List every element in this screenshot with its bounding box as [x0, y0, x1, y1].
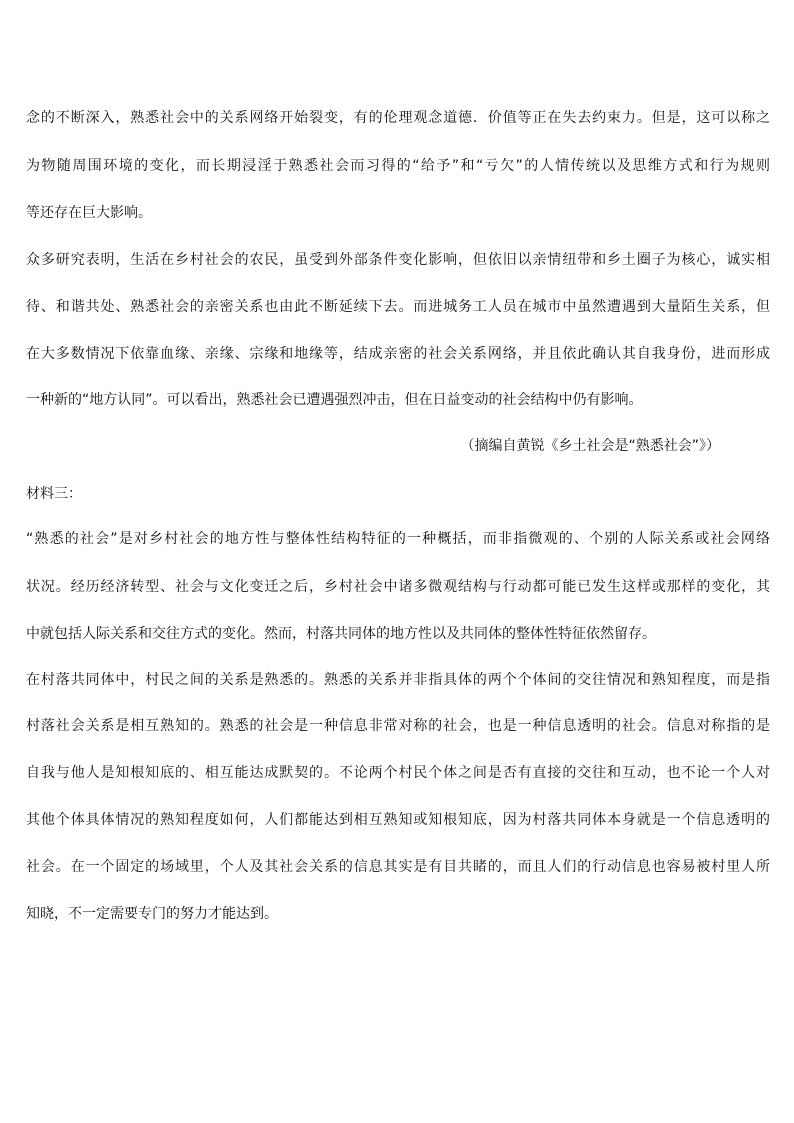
text-line-14: 村落社会关系是相互熟知的。熟悉的社会是一种信息非常对称的社会，也是一种信息透明的社会。信息对称指的是 [26, 718, 770, 734]
text-line-6: 在大多数情况下依靠血缘、亲缘、宗缘和地缘等，结成亲密的社会关系网络，并且依此确认其自我身份，进而形成 [26, 346, 770, 362]
source-citation: （摘编自黄锐《乡土社会是“熟悉社会”》） [460, 438, 720, 454]
text-line-11: 状况。经历经济转型、社会与文化变迁之后，乡村社会中诸多微观结构与行动都可能已发生这样或那样的变化，其 [26, 579, 770, 595]
text-line-17: 社会。在一个固定的场域里，个人及其社会关系的信息其实是有目共睹的，而且人们的行动信息也容易被村里人所 [26, 859, 770, 875]
text-line-2: 为物随周围环境的变化，而长期浸淫于熟悉社会而习得的“给予”和“亏欠”的人情传统以及思维方式和行为规则 [26, 158, 770, 174]
section-heading-material-three: 材料三： [26, 486, 82, 502]
text-line-13: 在村落共同体中，村民之间的关系是熟悉的。熟悉的关系并非指具体的两个个体间的交往情况和熟知程度，而是指 [26, 672, 770, 688]
text-line-16: 其他个体具体情况的熟知程度如何，人们都能达到相互熟知或知根知底，因为村落共同体本身就是一个信息透明的 [26, 812, 770, 828]
text-line-5: 待、和谐共处、熟悉社会的亲密关系也由此不断延续下去。而进城务工人员在城市中虽然遭遇到大量陌生关系，但 [26, 299, 770, 315]
text-line-4: 众多研究表明，生活在乡村社会的农民，虽受到外部条件变化影响，但依旧以亲情纽带和乡土圈子为核心，诚实相 [26, 252, 770, 268]
text-line-18: 知晓，不一定需要专门的努力才能达到。 [26, 906, 278, 922]
text-line-15: 自我与他人是知根知底的、相互能达成默契的。不论两个村民个体之间是否有直接的交往和互动，也不论一个人对 [26, 765, 770, 781]
text-line-7: 一种新的“地方认同”。可以看出，熟悉社会已遭遇强烈冲击，但在日益变动的社会结构中仍有影响。 [26, 392, 643, 408]
text-line-10: “熟悉的社会”是对乡村社会的地方性与整体性结构特征的一种概括，而非指微观的、个别的人际关系或社会网络 [26, 531, 770, 547]
text-line-3: 等还存在巨大影响。 [26, 205, 152, 221]
text-line-12: 中就包括人际关系和交往方式的变化。然而，村落共同体的地方性以及共同体的整体性特征依然留存。 [26, 626, 656, 642]
text-line-1: 念的不断深入，熟悉社会中的关系网络开始裂变，有的伦理观念道德．价值等正在失去约束力。但是，这可以称之 [26, 110, 770, 126]
